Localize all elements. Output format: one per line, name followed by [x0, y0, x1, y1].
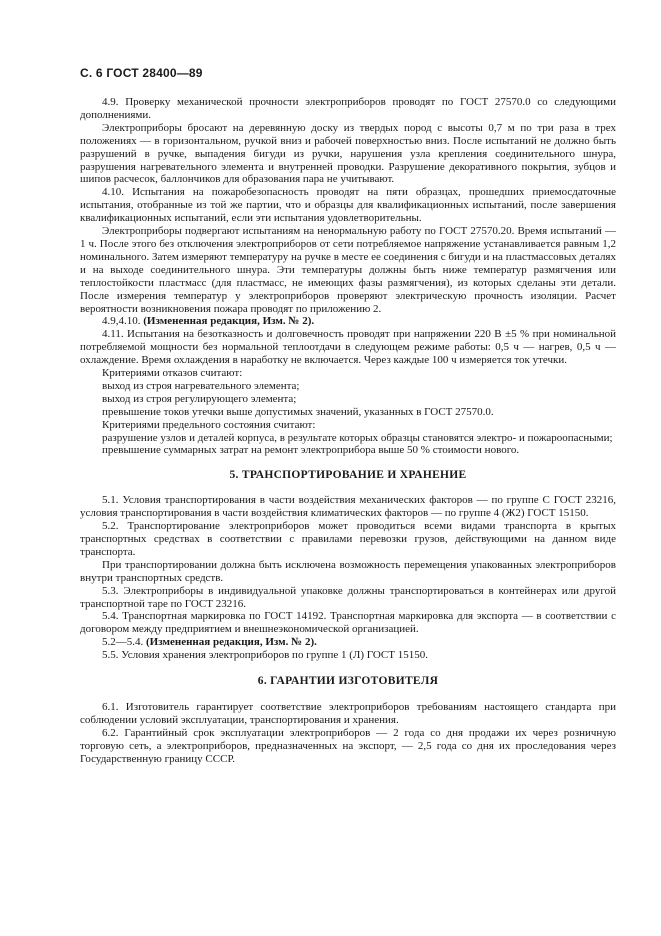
amendment-note-number: 4.9,4.10.: [102, 315, 144, 328]
clause-4-10-abnormal-operation: Электроприборы подвергают испытаниям на ненормальную работу по ГОСТ 27570.20. Время испытаний — 1 ч. После этого без отключения электроприборов от сети потребляемое напряжение устанавливается равным 1,2 номинального. Затем измеряют температуру на ручке в месте ее соединения с бигуди и на пластмассовых деталях и на выходе соединительного шнура. Эти температуры должны быть ниже температур размягчения или теплостойкости пластмасс (для пластмасс, не имеющих фазы размягчения), из которых сделаны эти детали. После измерения температур у электроприборов проверяют электрическую прочность изоляции. Расчет вероятности возникновения пожара проводят по приложению 2.: [80, 225, 616, 315]
clause-5-3: 5.3. Электроприборы в индивидуальной упаковке должны транспортироваться в контейнерах или другой транспортной таре по ГОСТ 23216.: [80, 584, 616, 610]
failure-criterion-item: превышение токов утечки выше допустимых значений, указанных в ГОСТ 27570.0.: [102, 405, 494, 418]
failure-criterion-item: выход из строя регулирующего элемента;: [102, 392, 297, 405]
clause-5-2: 5.2. Транспортирование электроприборов может проводиться всеми видами транспорта в крытых транспортных средствах в соответствии с правилами перевозки грузов, действующими на данном виде транспорта.: [80, 520, 616, 558]
clause-4-11-intro: 4.11. Испытания на безотказность и долговечность проводят при напряжении 220 В ±5 % при номинальной потребляемой мощности без нормальной теплоотдачи в следующем режиме работы: 0,5 ч — нагрев, 0,5 ч — охлаждение. Время охлаждения в наработку не включается. Через каждые 100 ч измеряется ток утечки.: [80, 328, 616, 367]
limit-state-criterion-item: превышение суммарных затрат на ремонт электроприбора выше 50 % стоимости нового.: [102, 444, 520, 457]
clause-4-9-drop-test: Электроприборы бросают на деревянную доску из твердых пород с высоты 0,7 м по три раза в трех положениях — в горизонтальном, ручкой вниз и рабочей поверхностью вниз. После испытаний не должно быть разрушений в ручке, выпадения бигуди из ручки, нарушения узла крепления соединительного шнура, разрушения нагревательного элемента и внутренней проводки. Разрушение декоративного покрытия, зубцов и шипов расчесок, баллончиков для образования пара не учитывают.: [80, 121, 616, 186]
clause-6-2: 6.2. Гарантийный срок эксплуатации электроприборов — 2 года со дня продажи их через розничную торговую сеть, а электроприборов, предназначенных на экспорт, — 2,5 года со дня их проследования через Государственную границу СССР.: [80, 726, 616, 765]
section-6-heading: 6. ГАРАНТИИ ИЗГОТОВИТЕЛЯ: [257, 675, 439, 688]
section-5-heading: 5. ТРАНСПОРТИРОВАНИЕ И ХРАНЕНИЕ: [229, 469, 467, 482]
amendment-note-text: (Измененная редакция, Изм. № 2).: [143, 315, 315, 328]
clause-5-5: 5.5. Условия хранения электроприборов по группе 1 (Л) ГОСТ 15150.: [102, 649, 428, 662]
amendment-note-number: 5.2—5.4.: [102, 636, 146, 649]
page-header: С. 6 ГОСТ 28400—89: [80, 66, 203, 80]
failure-criterion-item: выход из строя нагревательного элемента;: [102, 379, 300, 392]
clause-4-9-intro: 4.9. Проверку механической прочности электроприборов проводят по ГОСТ 27570.0 со следующими дополнениями.: [80, 96, 616, 121]
clause-5-2-continued: При транспортировании должна быть исключена возможность перемещения упакованных электроприборов внутри транспортных средств.: [80, 558, 616, 584]
amendment-note-text: (Измененная редакция, Изм. № 2).: [146, 636, 317, 649]
clause-5-4: 5.4. Транспортная маркировка по ГОСТ 14192. Транспортная маркировка для экспорта — в соответствии с договором между предприятием и внешнеэкономической организацией.: [80, 610, 616, 636]
document-body: [80, 96, 616, 766]
clause-6-1: 6.1. Изготовитель гарантирует соответствие электроприборов требованиям настоящего стандарта при соблюдении условий эксплуатации, транспортирования и хранения.: [80, 700, 616, 726]
amendment-note-5-2-5-4: [80, 636, 616, 649]
amendment-note-4-9-4-10: [80, 315, 616, 328]
failure-criteria-heading: Критериями отказов считают:: [102, 367, 243, 380]
limit-state-criteria-heading: Критериями предельного состояния считают:: [102, 418, 316, 431]
clause-4-10-intro: 4.10. Испытания на пожаробезопасность проводят на пяти образцах, прошедших приемосдаточные испытания, отобранные из той же партии, что и образцы для квалификационных испытаний, после завершения квалификационных испытаний, если эти испытания удовлетворительны.: [80, 186, 616, 225]
limit-state-criterion-item: разрушение узлов и деталей корпуса, в результате которых образцы становятся электро- и пожароопасными;: [102, 431, 613, 444]
clause-5-1: 5.1. Условия транспортирования в части воздействия механических факторов — по группе С ГОСТ 23216, условия транспортирования в части воздействия климатических факторов — по группе 4 (Ж2) ГОСТ 15150.: [80, 494, 616, 520]
